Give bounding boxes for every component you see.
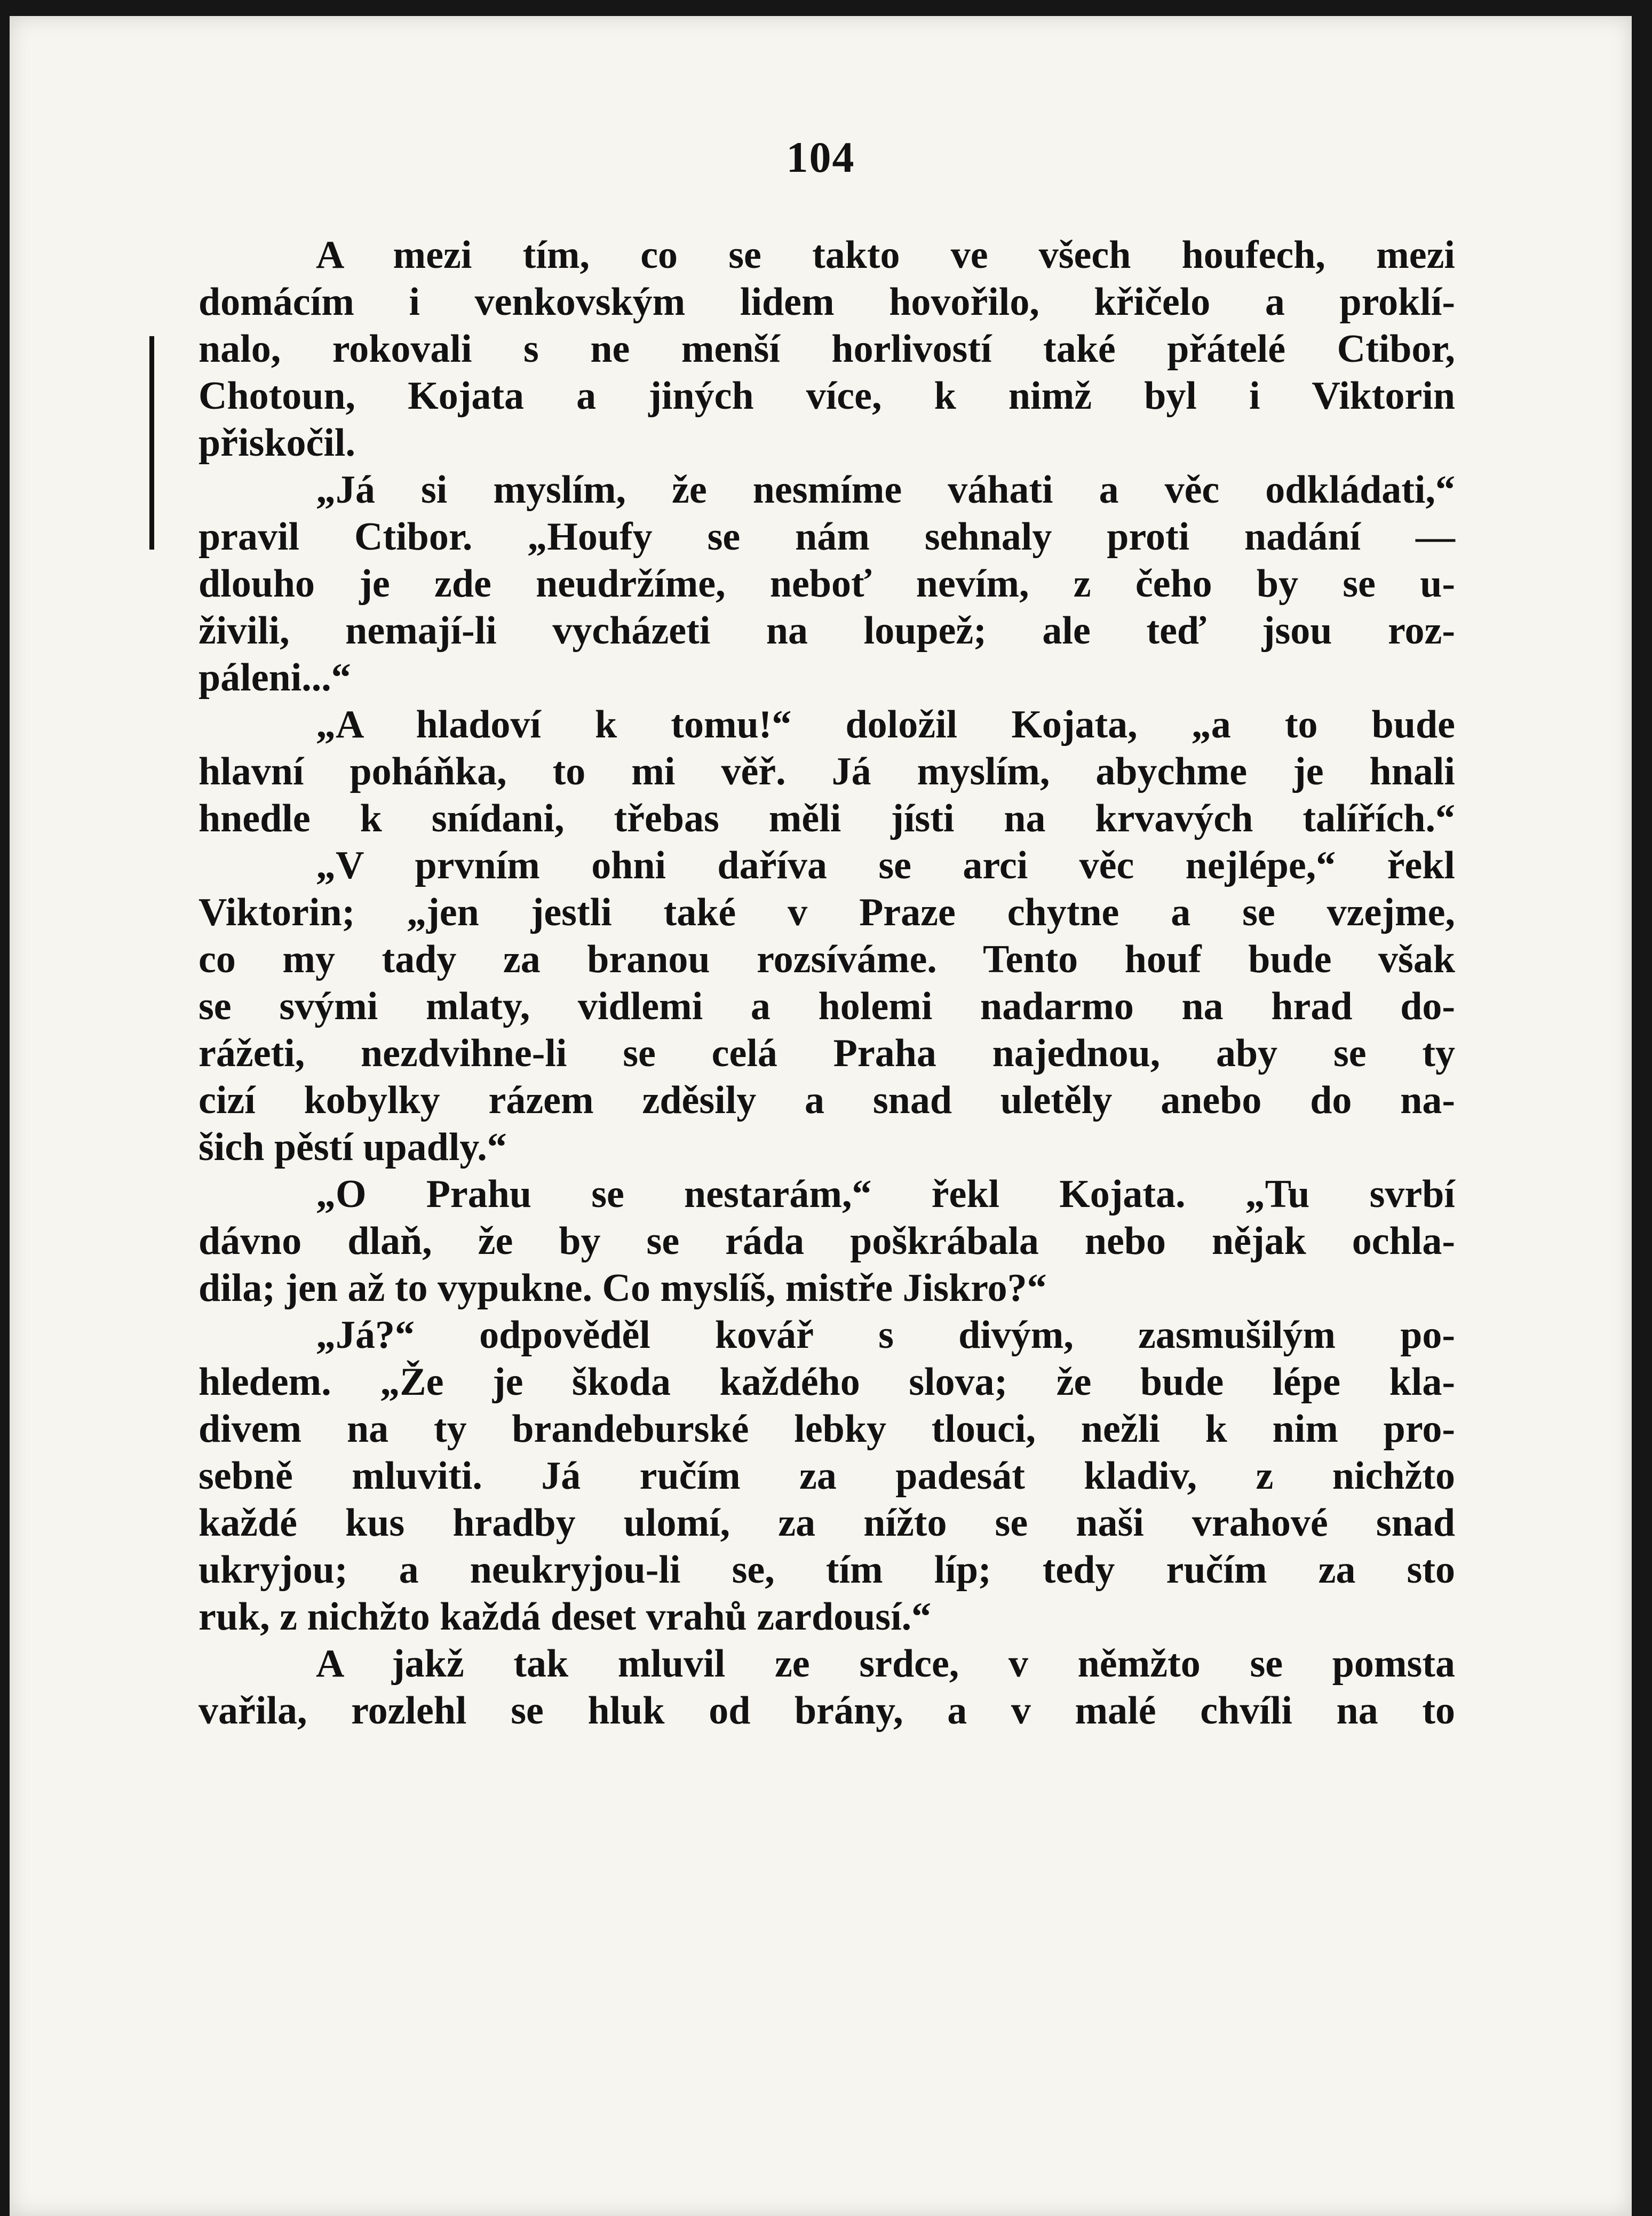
text-line: dávno dlaň, že by se ráda poškrábala nebo nějak ochla-: [198, 1219, 1455, 1263]
text-line: dlouho je zde neudržíme, neboť nevím, z čeho by se u-: [198, 562, 1455, 606]
text-line: se svými mlaty, vidlemi a holemi nadarmo na hrad do-: [198, 984, 1455, 1028]
text-line: sebně mluviti. Já ručím za padesát kladiv, z nichžto: [198, 1454, 1455, 1498]
text-line: nalo, rokovali s ne menší horlivostí také přátelé Ctibor,: [198, 327, 1455, 371]
text-line: přiskočil.: [198, 421, 355, 465]
text-line: hnedle k snídani, třebas měli jísti na krvavých talířích.“: [198, 797, 1455, 840]
margin-mark: [149, 336, 154, 550]
text-line: Chotoun, Kojata a jiných více, k nimž byl i Viktorin: [198, 374, 1455, 418]
text-line: A jakž tak mluvil ze srdce, v němžto se pomsta: [316, 1642, 1455, 1686]
book-page: [10, 16, 1632, 2216]
text-line: šich pěstí upadly.“: [198, 1125, 507, 1169]
text-line: „Já si myslím, že nesmíme váhati a věc odkládati,“: [316, 468, 1455, 512]
text-line: dila; jen až to vypukne. Co myslíš, mistře Jiskro?“: [198, 1266, 1047, 1310]
text-line: „O Prahu se nestarám,“ řekl Kojata. „Tu svrbí: [316, 1172, 1455, 1216]
page-number: 104: [786, 133, 855, 181]
text-line: „Já?“ odpověděl kovář s divým, zasmušilým po-: [316, 1313, 1455, 1357]
text-line: „V prvním ohni daříva se arci věc nejlépe,“ řekl: [316, 844, 1455, 887]
text-line: domácím i venkovským lidem hovořilo, křičelo a proklí-: [198, 280, 1455, 324]
text-line: páleni...“: [198, 656, 351, 700]
text-line: vařila, rozlehl se hluk od brány, a v malé chvíli na to: [198, 1689, 1455, 1733]
text-line: A mezi tím, co se takto ve všech houfech, mezi: [316, 233, 1455, 277]
text-line: co my tady za branou rozsíváme. Tento houf bude však: [198, 938, 1455, 981]
text-line: Viktorin; „jen jestli také v Praze chytne a se vzejme,: [198, 891, 1455, 934]
text-line: divem na ty brandeburské lebky tlouci, nežli k nim pro-: [198, 1407, 1455, 1451]
text-line: rážeti, nezdvihne-li se celá Praha najednou, aby se ty: [198, 1031, 1455, 1075]
text-line: „A hladoví k tomu!“ doložil Kojata, „a to bude: [316, 703, 1455, 746]
text-line: živili, nemají-li vycházeti na loupež; ale teď jsou roz-: [198, 609, 1455, 653]
text-line: hlavní poháňka, to mi věř. Já myslím, abychme je hnali: [198, 750, 1455, 793]
body-text: [198, 232, 1455, 1734]
text-line: každé kus hradby ulomí, za nížto se naši vrahové snad: [198, 1501, 1455, 1545]
text-line: cizí kobylky rázem zděsily a snad uletěly anebo do na-: [198, 1078, 1455, 1122]
text-line: hledem. „Že je škoda každého slova; že bude lépe kla-: [198, 1360, 1455, 1404]
text-line: ukryjou; a neukryjou-li se, tím líp; tedy ručím za sto: [198, 1548, 1455, 1592]
text-line: ruk, z nichžto každá deset vrahů zardousí.“: [198, 1595, 932, 1639]
text-line: pravil Ctibor. „Houfy se nám sehnaly proti nadání —: [198, 515, 1455, 559]
